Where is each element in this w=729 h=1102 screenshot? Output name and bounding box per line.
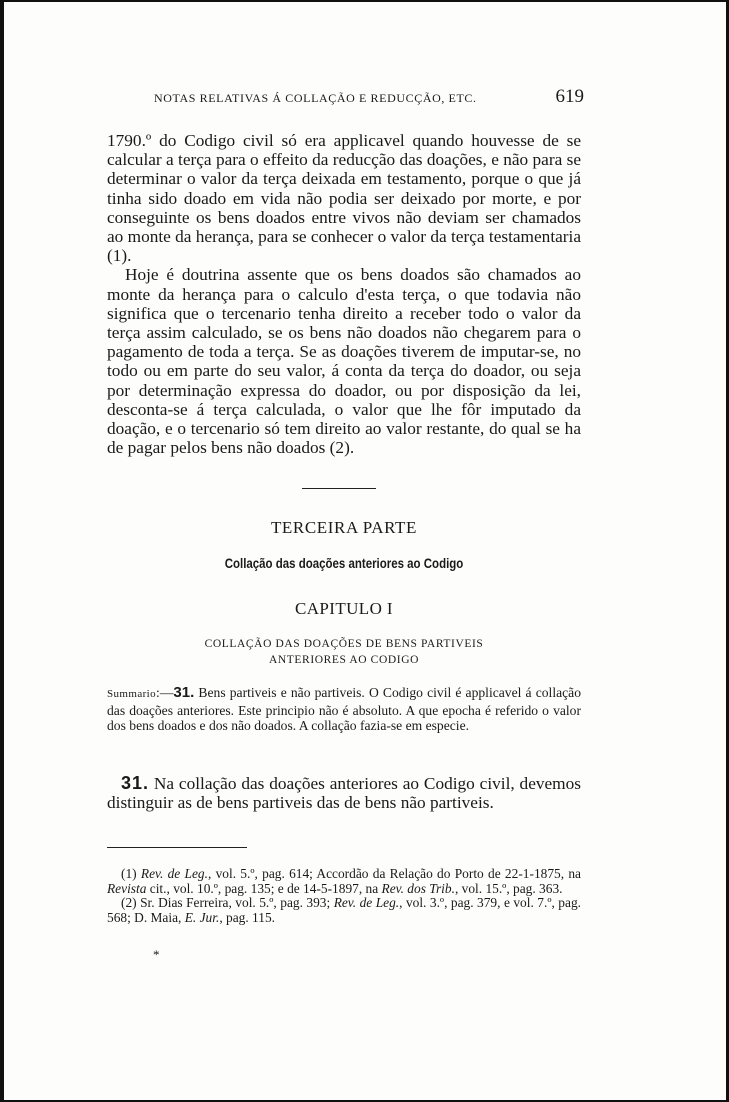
chapter-subtitle-line2: ANTERIORES AO CODIGO [269, 654, 419, 666]
printer-signature-mark: * [153, 947, 160, 962]
chapter-subtitle [107, 636, 581, 668]
chapter-summary [107, 685, 581, 734]
footnote-1 [107, 867, 581, 896]
chapter-title: CAPITULO I [295, 599, 393, 618]
footnote-2-source-1: Rev. de Leg. [333, 895, 400, 911]
footnote-1-source-2: Revista [107, 880, 147, 896]
footnote-2-text-2: , vol. 3.º, pag. 379, e vol. 7.º, pag. 568; D. Maia, [107, 895, 581, 925]
part-title: TERCEIRA PARTE [270, 518, 418, 537]
footnote-2-marker: (2) [121, 895, 137, 911]
footnote-1-text-1: , vol. 5.º, pag. 614; Accordão da Relação do Porto de 22-1-1875, na [207, 866, 581, 881]
footnote-1-source-1: Rev. de Leg. [140, 866, 208, 881]
footnotes [107, 867, 581, 925]
section-number: 31. [121, 773, 150, 793]
running-title: NOTAS RELATIVAS Á COLLAÇÃO E REDUCÇÃO, ETC. [154, 91, 477, 105]
section-31 [107, 774, 581, 812]
footnote-2-text-3: , pag. 115. [219, 909, 275, 925]
summary-number: 31. [173, 684, 195, 701]
section-text: Na collação das doações anteriores ao Codigo civil, devemos distinguir as de bens partiveis das de bens não partiveis. [107, 774, 581, 813]
footnote-2 [107, 896, 581, 925]
footnote-2-source-2: E. Jur. [184, 909, 220, 925]
page-number: 619 [555, 86, 584, 107]
footnote-1-source-3: Rev. dos Trib. [381, 880, 455, 896]
running-header [154, 86, 584, 108]
footnote-1-text-3: , vol. 15.º, pag. 363. [454, 880, 563, 896]
footnote-1-marker: (1) [121, 866, 137, 881]
paragraph-doctrine: Hoje é doutrina assente que os bens doados são chamados ao monte da herança para o calculo d'esta terça, o que todavia não significa que o tercenario tenha direito a receber todo o valor da terça assim calculado, se os bens não doados não chegarem para o pagamento de toda a terça. Se as doações tiverem de imputar-se, no todo ou em parte do seu valor, á conta da terça do doador, ou seja por determinação expressa do doador, ou por disposição da lei, desconta-se á terça calculada, o valor que lhe fôr imputado da doação, e o tercenario só tem direito ao valor restante, do qual se ha de pagar pelos bens não doados (2). [107, 265, 581, 458]
summary-label: Summario [107, 688, 157, 700]
footnote-rule [107, 847, 247, 848]
chapter-subtitle-line1: COLLAÇÃO DAS DOAÇÕES DE BENS PARTIVEIS [204, 638, 484, 650]
paragraph-continued: 1790.º do Codigo civil só era applicavel quando houvesse de se calcular a terça para o effeito da reducção das doações, e não para se determinar o valor da terça deixada em testamento, porque o que já tinha sido doado em vida não podia ser deixado por morte, e por conseguinte os bens doados entre vivos não deviam ser chamados ao monte da herança, para se conhecer o valor da terça testamentaria (1). [107, 131, 582, 266]
summary-text: Bens partiveis e não partiveis. O Codigo civil é applicavel á collação das doações anteriores. Este principio não é absoluto. A que epocha é referido o valor dos bens doados e dos não doados. A collação fazia-se em especie. [107, 685, 581, 734]
footnote-1-text-2: cit., vol. 10.º, pag. 135; e de 14-5-1897, na [146, 880, 382, 896]
main-text [107, 131, 581, 457]
section-divider [302, 488, 376, 489]
part-subtitle: Collação das doações anteriores ao Codigo [224, 555, 464, 571]
summary-separator: :— [156, 685, 174, 700]
footnote-2-text-1: Sr. Dias Ferreira, vol. 5.º, pag. 393; [140, 895, 334, 911]
